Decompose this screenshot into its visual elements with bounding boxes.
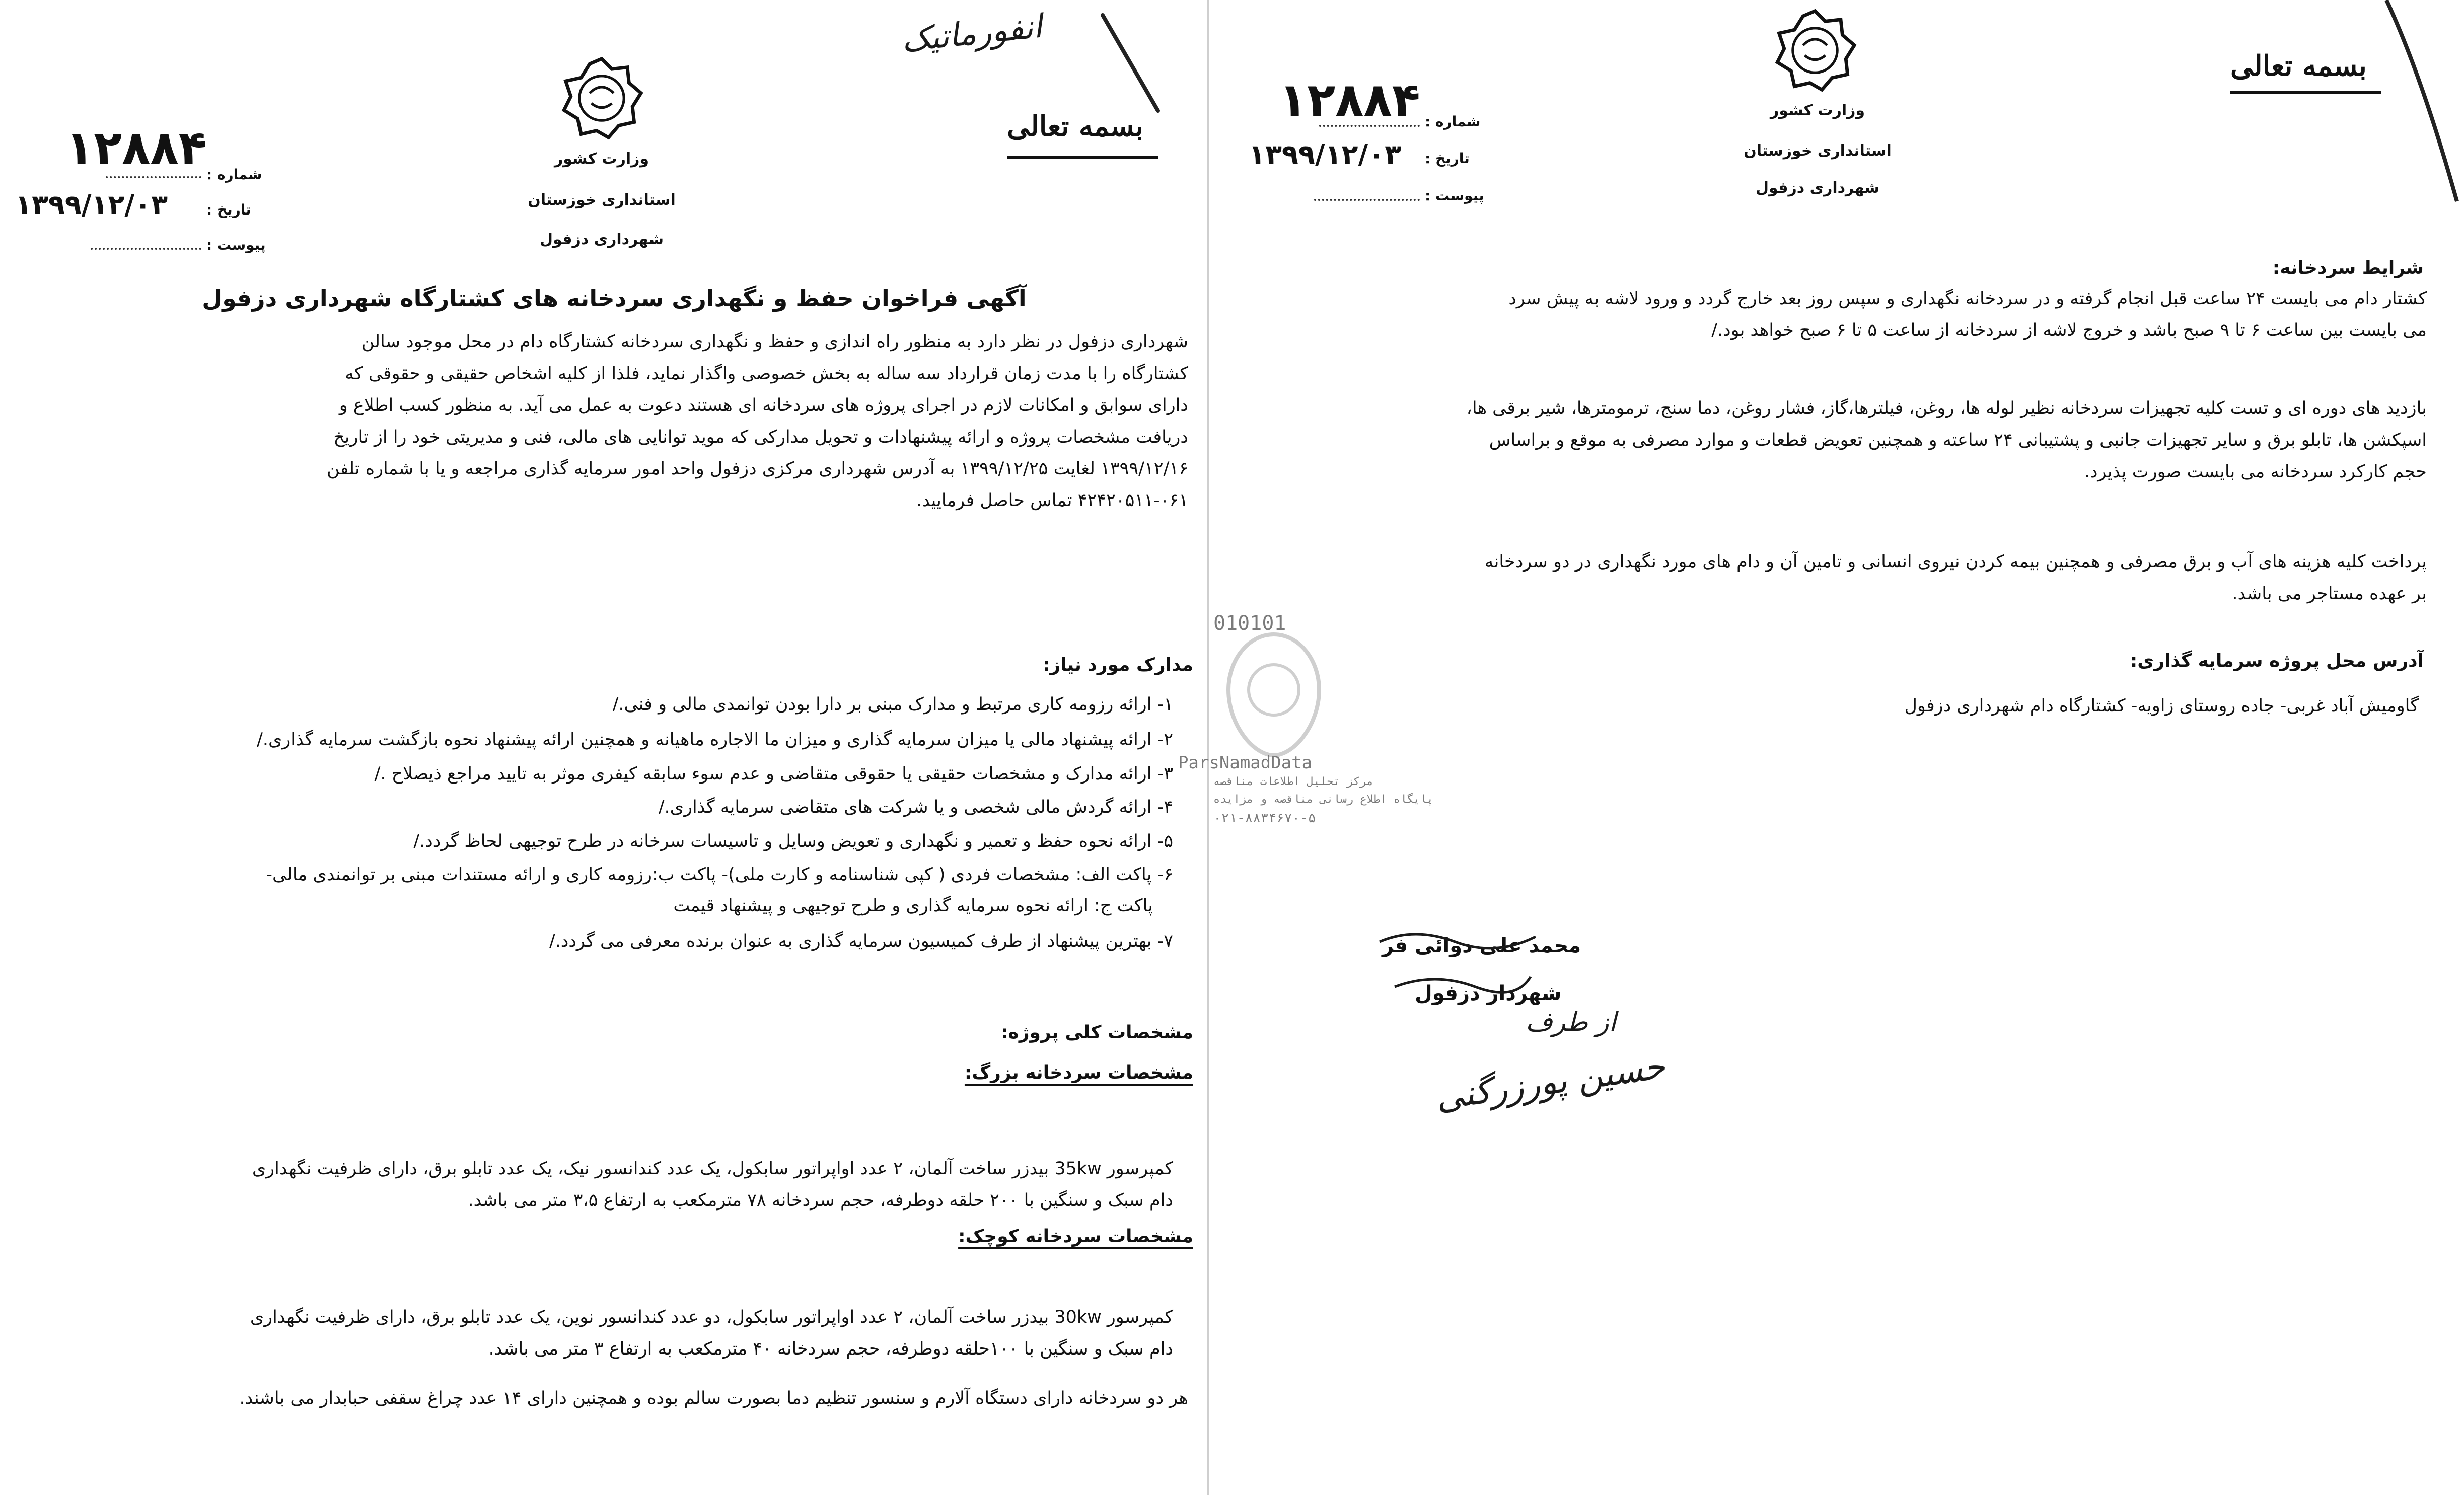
number-dots <box>1319 125 1420 127</box>
header-ministry: وزارت کشور <box>554 150 649 168</box>
page-edge-mark <box>2366 0 2464 211</box>
handwritten-note: انفورماتیک <box>899 8 1044 60</box>
intro-line: ۴۲۴۲۰۵۱۱-۰۶۱ تماس حاصل فرمایید. <box>916 490 1188 511</box>
docs-item: ۱- ارائه رزومه کاری مرتبط و مدارک مبنی بر دارا بودن توانمدی مالی و فنی./ <box>612 694 1173 715</box>
header-municipality: شهرداری دزفول <box>1755 179 1879 197</box>
docs-item: ۲- ارائه پیشنهاد مالی یا میزان سرمایه گذاری و میزان ما الاجاره ماهیانه و همچنین ارائه پیشنهاد نحوه بازگشت سرمایه گذاری./ <box>257 730 1173 750</box>
on-behalf-text: از طرف <box>1526 1007 1617 1037</box>
watermark-brand: ParsNamadData <box>1178 753 1313 773</box>
payment-line: بر عهده مستاجر می باشد. <box>2232 584 2427 604</box>
docs-item: ۷- بهترین پیشنهاد از طرف کمیسیون سرمایه گذاری به عنوان برنده معرفی می گردد./ <box>549 931 1173 951</box>
small-specs-line: دام سبک و سنگین با ۱۰۰حلقه دوطرفه، حجم سردخانه ۴۰ مترمکعب به ارتفاع ۳ متر می باشد. <box>488 1339 1173 1359</box>
docs-item: ۵- ارائه نحوه حفظ و تعمیر و نگهداری و تعویض وسایل و تاسیسات سرخانه در طرح توجیهی لحاظ گردد./ <box>413 831 1173 851</box>
right-page <box>1178 0 2464 1495</box>
watermark-phone: ۰۲۱-۸۸۳۴۶۷۰-۵ <box>1213 811 1316 826</box>
conditions-line: می بایست بین ساعت ۶ تا ۹ صبح باشد و خروج لاشه از سردخانه از ساعت ۵ تا ۶ صبح خواهد بود./ <box>1711 320 2427 340</box>
large-specs-line: کمپرسور 35kw بیدزر ساخت آلمان، ۲ عدد اواپراتور سابکول، یک عدد کندانسور نیک، یک عدد تابلو برق، دارای ظرفیت نگهداری <box>252 1159 1173 1179</box>
intro-line: شهرداری دزفول در نظر دارد به منظور راه اندازی و حفظ و نگهداری سردخانه کشتارگاه دام در محل موجود سالن <box>361 332 1188 352</box>
announcement-title: آگهی فراخوان حفظ و نگهداری سردخانه های کشتارگاه شهرداری دزفول <box>202 284 1027 312</box>
watermark-line2: پایگاه اطلاع رسانی مناقصه و مزایده <box>1213 793 1434 806</box>
basmala: بسمه تعالی <box>1007 110 1143 143</box>
large-specs-line: دام سبک و سنگین با ۲۰۰ حلقه دوطرفه، حجم سردخانه ۷۸ مترمکعب به ارتفاع ۳،۵ متر می باشد. <box>468 1190 1173 1211</box>
basmala-underline <box>2230 91 2381 94</box>
watermark-line1: مرکز تحلیل اطلاعات مناقصه <box>1213 775 1373 788</box>
docs-item: پاکت ج: ارائه نحوه سرمایه گذاری و طرح توجیهی و پیشنهاد قیمت <box>673 896 1153 916</box>
header-ministry: وزارت کشور <box>1770 102 1865 119</box>
left-page <box>0 0 1208 1495</box>
signature-scribble <box>1374 921 1541 1012</box>
letter-date: ۱۳۹۹/۱۲/۰۳ <box>1249 138 1402 170</box>
inspection-line: حجم کارکرد سردخانه می بایست صورت پذیرد. <box>2084 462 2427 482</box>
signatory-name: محمد علی دوائی فر <box>1382 934 1581 957</box>
large-specs-paragraph <box>91 1153 1173 1217</box>
watermark-digits: 010101 <box>1213 612 1286 635</box>
intro-line: دریافت مشخصات پروژه و ارائه پیشنهادات و تحویل مدارکی که موید توانایی های مالی، فنی و مدیریتی خود را از تاریخ <box>333 427 1188 447</box>
conditions-line: کشتار دام می بایست ۲۴ ساعت قبل انجام گرفته و در سردخانه نگهداری و سپس روز بعد خارج گردد و ورود لاشه به پیش سرد <box>1508 289 2427 309</box>
handwritten-signer: حسین پورزرگنی <box>1433 1046 1668 1118</box>
number-dots <box>106 176 201 178</box>
docs-item: ۶- پاکت الف: مشخصات فردی ( کپی شناسنامه و کارت ملی)- پاکت ب:رزومه کاری و ارائه مستندات مبنی بر توانمندی مالی- <box>266 865 1173 885</box>
address-heading: آدرس محل پروژه سرمایه گذاری: <box>2130 651 2424 671</box>
closing-line: هر دو سردخانه دارای دستگاه آلارم و سنسور تنظیم دما بصورت سالم بوده و همچنین دارای ۱۴ عدد چراغ سقفی حبابدار می باشند. <box>239 1388 1188 1408</box>
pen-stroke-mark <box>1098 10 1168 116</box>
conditions-heading: شرایط سردخانه: <box>2272 258 2424 278</box>
date-label: تاریخ : <box>206 201 251 218</box>
inspection-line: اسپکشن ها، تابلو برق و سایر تجهیزات جانبی و پشتیبانی ۲۴ ساعته و همچنین تعویض قطعات و موارد مصرفی به موقع و براساس <box>1489 430 2427 450</box>
intro-line: دارای سوابق و امکانات لازم در اجرای پروژه های سردخانه ای هستند دعوت به عمل می آید. به منظور کسب اطلاع و <box>339 395 1188 415</box>
payment-paragraph <box>1284 546 2427 610</box>
municipality-logo-icon <box>559 55 644 141</box>
payment-line: پرداخت کلیه هزینه های آب و برق مصرفی و همچنین بیمه کردن نیروی انسانی و تامین آن و دام های مورد نگهداری در دو سردخانه <box>1484 552 2427 572</box>
docs-item: ۴- ارائه گردش مالی شخصی و یا شرکت های متقاضی سرمایه گذاری./ <box>658 797 1173 817</box>
general-specs-heading: مشخصات کلی پروژه: <box>1001 1022 1193 1043</box>
number-label: شماره : <box>206 166 262 183</box>
watermark-logo-icon <box>1223 629 1324 760</box>
inspection-paragraph <box>1284 393 2427 488</box>
signatory-title: شهردار دزفول <box>1415 982 1562 1005</box>
header-governorate: استانداری خوزستان <box>528 191 676 209</box>
attachment-dots <box>1314 199 1420 201</box>
letter-date: ۱۳۹۹/۱۲/۰۳ <box>15 189 168 221</box>
attachment-label: پیوست : <box>1425 187 1484 204</box>
inspection-line: بازدید های دوره ای و تست کلیه تجهیزات سردخانه نظیر لوله ها، روغن، فیلترها،گاز، فشار روغن، دما سنج، ترمومترها، شیر برقی ها، <box>1466 398 2427 418</box>
municipality-logo-icon <box>1772 8 1858 93</box>
intro-line: ۱۳۹۹/۱۲/۱۶ لغایت ۱۳۹۹/۱۲/۲۵ به آدرس شهرداری مرکزی دزفول واحد امور سرمایه گذاری مراجعه و یا با شماره تلفن <box>326 459 1188 479</box>
attachment-dots <box>91 248 201 250</box>
letter-number: ۱۲۸۸۴ <box>1279 73 1420 127</box>
address-text: گاومیش آباد غربی- جاده روستای زاویه- کشتارگاه دام شهرداری دزفول <box>1904 696 2419 716</box>
attachment-label: پیوست : <box>206 237 266 253</box>
docs-list <box>40 691 1173 958</box>
intro-line: کشتارگاه را با مدت زمان قرارداد سه ساله به بخش خصوصی واگذار نماید، فلذا از کلیه اشخاص حقیقی و حقوقی که <box>345 364 1188 384</box>
basmala-underline <box>1007 156 1158 159</box>
docs-item: ۳- ارائه مدارک و مشخصات حقیقی یا حقوقی متقاضی و عدم سوء سابقه کیفری موثر به تایید مراجع ذیصلاح ./ <box>374 764 1173 784</box>
header-municipality: شهرداری دزفول <box>539 231 664 248</box>
number-label: شماره : <box>1425 113 1481 130</box>
small-specs-paragraph <box>91 1302 1173 1365</box>
small-cold-storage-heading: مشخصات سردخانه کوچک: <box>958 1226 1193 1247</box>
date-label: تاریخ : <box>1425 150 1470 167</box>
intro-paragraph <box>60 326 1188 517</box>
docs-heading: مدارک مورد نیاز: <box>1043 655 1193 675</box>
large-cold-storage-heading: مشخصات سردخانه بزرگ: <box>964 1062 1193 1083</box>
small-specs-line: کمپرسور 30kw بیدزر ساخت آلمان، ۲ عدد اواپراتور سابکول، دو عدد کندانسور نوین، یک عدد تابلو برق، دارای ظرفیت نگهداری <box>250 1307 1173 1327</box>
header-governorate: استانداری خوزستان <box>1744 142 1892 160</box>
letter-number: ۱۲۸۸۴ <box>65 121 207 175</box>
basmala: بسمه تعالی <box>2230 49 2367 83</box>
conditions-paragraph <box>1284 283 2427 346</box>
